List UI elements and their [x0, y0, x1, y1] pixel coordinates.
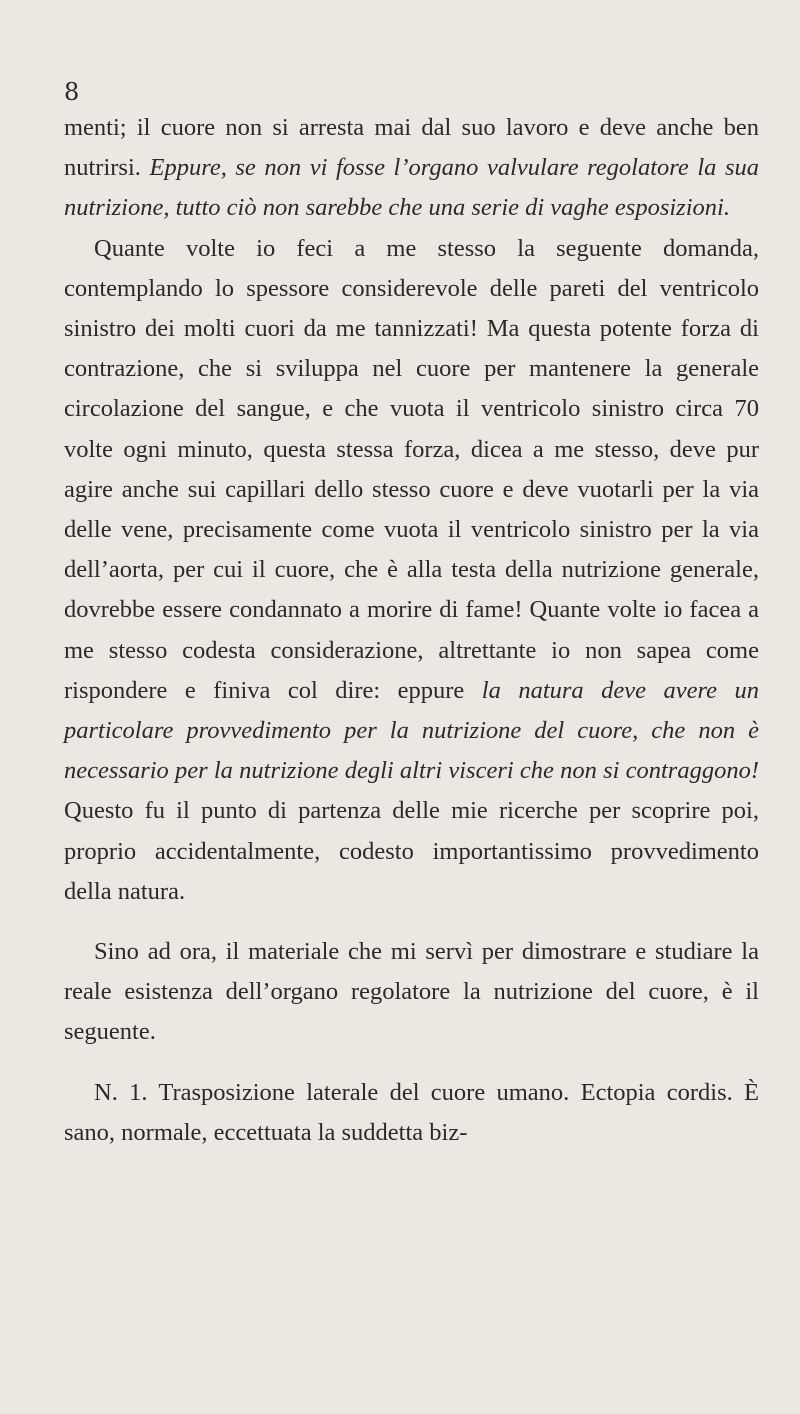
paragraph-2	[64, 229, 759, 912]
paragraph-1	[64, 108, 759, 229]
text-run: menti; il cuore non si arresta mai dal suo lavoro e deve anche ben nutrirsi.	[64, 114, 759, 182]
text-run: Sino ad ora, il materiale che mi servì per dimostrare e studiare la reale esistenza dell’organo regolatore la nutrizione del cuore, è il seguente.	[64, 938, 759, 1046]
page-number: 8	[64, 78, 80, 106]
text-run: Quante volte io feci a me stesso la seguente domanda, contemplando lo spessore considerevole delle pareti del ventricolo sinistro dei molti cuori da me tannizzati! Ma questa potente forza di contrazione, che si sviluppa nel cuore per mantenere la generale circolazione del sangue, e che vuota il ventricolo sinistro circa 70 volte ogni minuto, questa stessa forza, dicea a me stesso, deve pur agire anche sui capillari dello stesso cuore e deve vuotarli per la via delle vene, precisamente come vuota il ventricolo sinistro per la via dell’aorta, per cui il cuore, che è alla testa della nutrizione generale, dovrebbe essere condannato a morire di fame! Quante volte io facea a me stesso codesta considerazione, altrettante io non sapea come rispondere e finiva col dire: eppure	[64, 234, 759, 704]
paragraph-3	[64, 932, 759, 1053]
paragraph-4	[64, 1073, 759, 1153]
italic-run: Eppure, se non vi fosse l’organo valvulare regolatore la sua nutrizione, tutto ciò non sarebbe che una serie di vaghe esposizioni.	[64, 154, 759, 222]
text-run: N. 1. Trasposizione laterale del cuore umano. Ectopia cordis. È sano, normale, eccettuata la suddetta biz-	[64, 1078, 759, 1146]
text-run: Questo fu il punto di partenza delle mie ricerche per scoprire poi, proprio accidentalmente, codesto importantissimo provvedimento della natura.	[64, 797, 759, 905]
body-text	[64, 108, 759, 1153]
italic-run: la natura deve avere un particolare provvedimento per la nutrizione del cuore, che non è necessario per la nutrizione degli altri visceri che non si contraggono!	[64, 676, 759, 785]
